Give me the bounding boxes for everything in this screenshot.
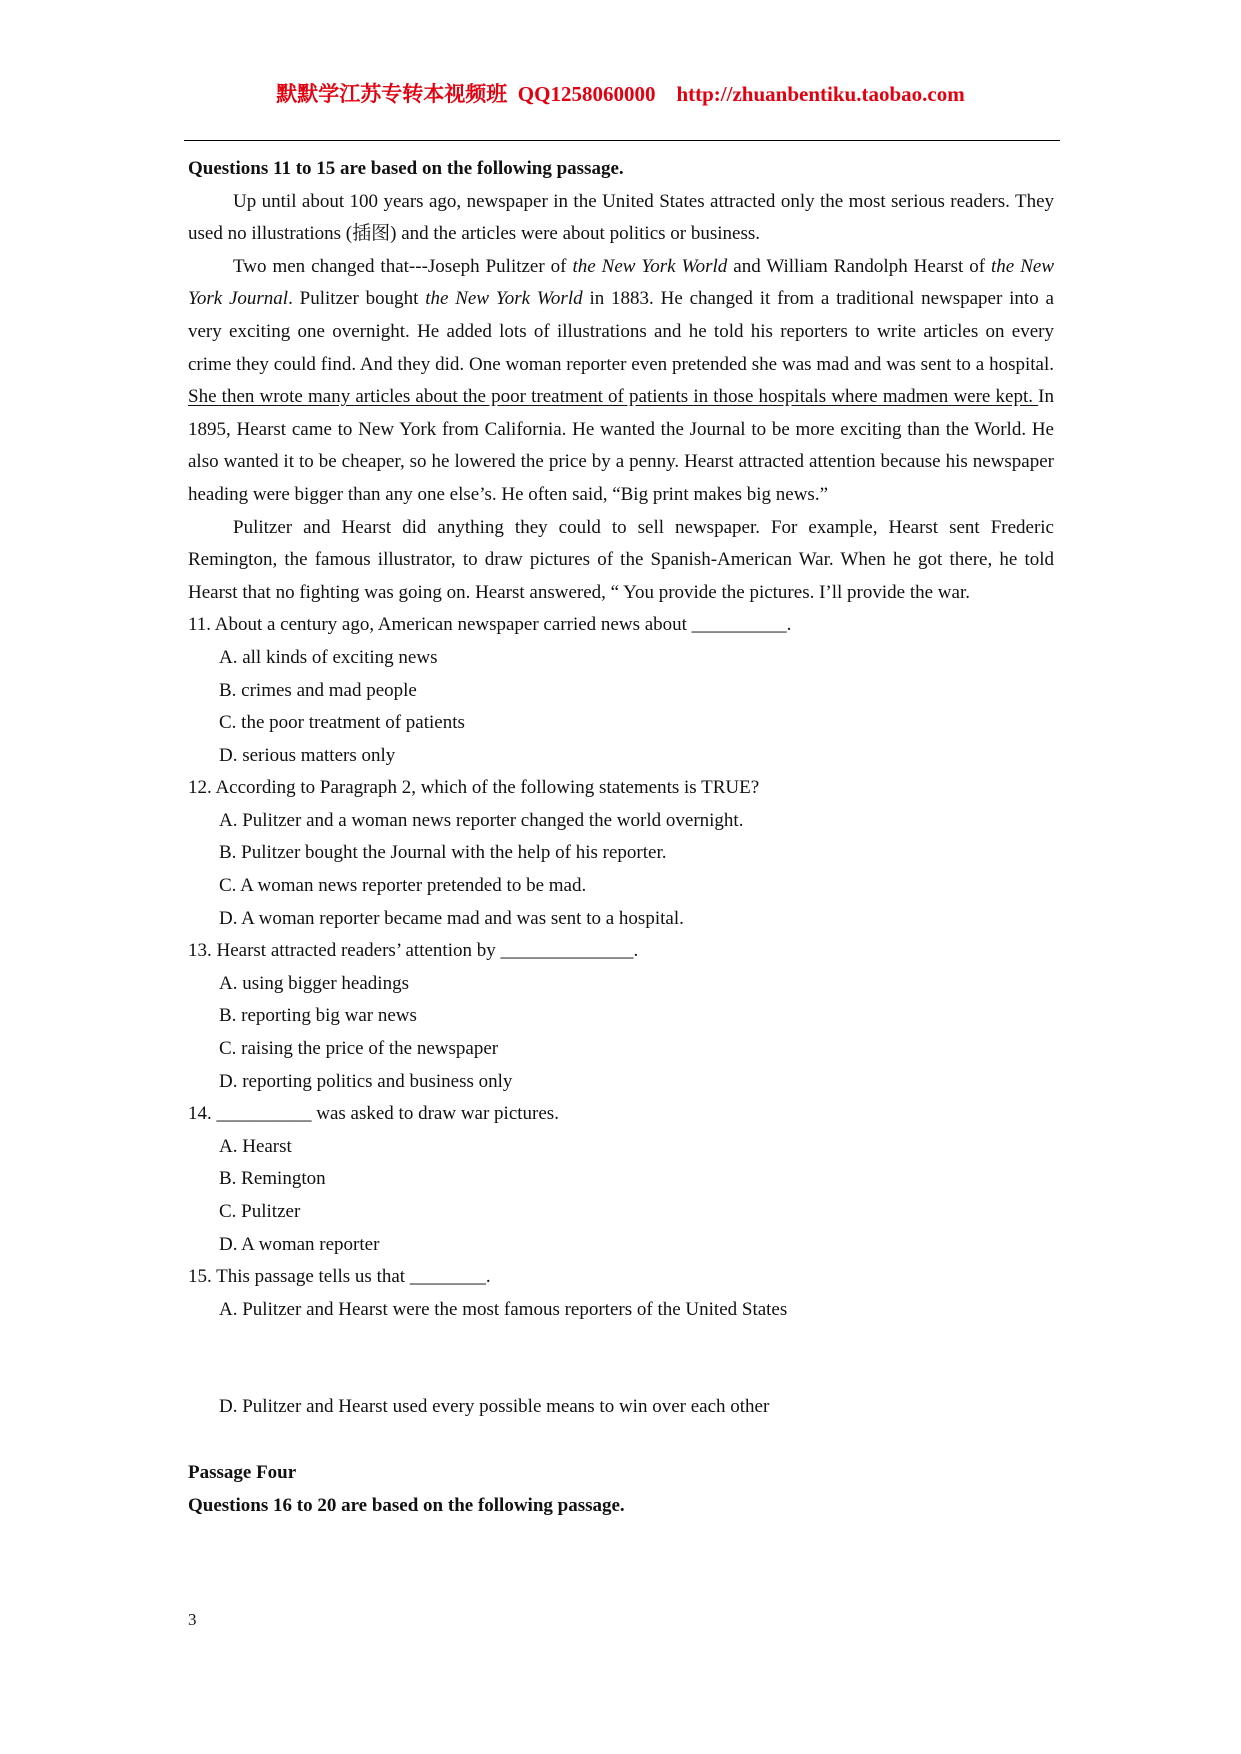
option-d: D. Pulitzer and Hearst used every possible means to win over each other (219, 1396, 770, 1418)
question-15 (188, 1261, 1054, 1424)
section-intro-next: Questions 16 to 20 are based on the following passage. (188, 1494, 625, 1516)
option-d: D. reporting politics and business only (219, 1070, 513, 1092)
blank-space (188, 1326, 1054, 1391)
passage-paragraph-3: Pulitzer and Hearst did anything they could to sell newspaper. For example, Hearst sent Frederic Remington, the famous illustrator, to draw pictures of the Spanish-American War. When he got there, he told Hearst that no fighting was going on. Hearst answered, “ You provide the pictures. I’ll provide the war. (188, 516, 1054, 603)
section-intro: Questions 11 to 15 are based on the following passage. (188, 158, 624, 179)
text-run: In 1895, Hearst came to New York from California. He wanted the Journal to be more exciting than the World. He also wanted it to be cheaper, so he lowered the price by a penny. Hearst attracted attention because his newspaper heading were bigger than any one else’s. He often said, “Big print makes big news.” (188, 386, 1054, 505)
newspaper-title: the New York World (572, 255, 728, 277)
option-d: D. A woman reporter became mad and was sent to a hospital. (219, 907, 684, 929)
option-b: B. crimes and mad people (219, 679, 417, 701)
option-a: A. Hearst (219, 1135, 292, 1157)
question-stem: 11. About a century ago, American newspaper carried news about __________. (188, 614, 792, 636)
option-a: A. all kinds of exciting news (219, 646, 438, 668)
newspaper-title: the New York Journal (188, 255, 1054, 310)
option-c: C. A woman news reporter pretended to be mad. (219, 875, 587, 897)
option-b: B. Pulitzer bought the Journal with the help of his reporter. (219, 842, 667, 864)
passage-four-title: Passage Four (188, 1461, 297, 1483)
question-14 (188, 1098, 1054, 1261)
option-d: D. serious matters only (219, 744, 396, 766)
text-run: in 1883. He changed it from a traditional newspaper into a very exciting one overnight. He added lots of illustrations and he told his reporters to write articles on every crime they could find. And they did. One woman reporter even pretended she was mad and was sent to a hospital. (188, 288, 1054, 375)
page-number: 3 (188, 1610, 197, 1629)
header-divider (184, 140, 1060, 141)
question-stem: 13. Hearst attracted readers’ attention by ______________. (188, 940, 639, 962)
blank-space (188, 1424, 1054, 1457)
option-a: A. Pulitzer and Hearst were the most famous reporters of the United States (219, 1298, 788, 1320)
option-c: C. the poor treatment of patients (219, 712, 465, 734)
passage-paragraph-2 (188, 251, 1054, 512)
option-a: A. Pulitzer and a woman news reporter changed the world overnight. (219, 809, 744, 831)
question-stem: 15. This passage tells us that ________. (188, 1266, 491, 1288)
passage-paragraph-1: Up until about 100 years ago, newspaper in the United States attracted only the most serious readers. They used no illustrations (插图) and the articles were about politics or business. (188, 190, 1054, 245)
underlined-sentence: She then wrote many articles about the poor treatment of patients in those hospitals where madmen were kept. (188, 386, 1039, 408)
header-banner: 默默学江苏专转本视频班 QQ1258060000 http://zhuanbentiku.taobao.com (276, 82, 965, 106)
text-run: Two men changed that---Joseph Pulitzer of (233, 255, 573, 277)
option-a: A. using bigger headings (219, 972, 409, 994)
question-13 (188, 935, 1054, 1098)
document-body (188, 153, 1054, 1522)
text-run: . Pulitzer bought (288, 288, 426, 310)
question-stem: 12. According to Paragraph 2, which of the following statements is TRUE? (188, 777, 760, 799)
newspaper-title: the New York World (425, 288, 583, 310)
option-c: C. raising the price of the newspaper (219, 1038, 499, 1060)
text-run: and William Randolph Hearst of (727, 255, 992, 277)
option-b: B. reporting big war news (219, 1005, 417, 1027)
option-b: B. Remington (219, 1168, 326, 1190)
option-c: C. Pulitzer (219, 1201, 301, 1222)
question-stem: 14. __________ was asked to draw war pictures. (188, 1103, 559, 1125)
option-d: D. A woman reporter (219, 1233, 380, 1255)
question-12 (188, 772, 1054, 935)
question-11 (188, 609, 1054, 772)
